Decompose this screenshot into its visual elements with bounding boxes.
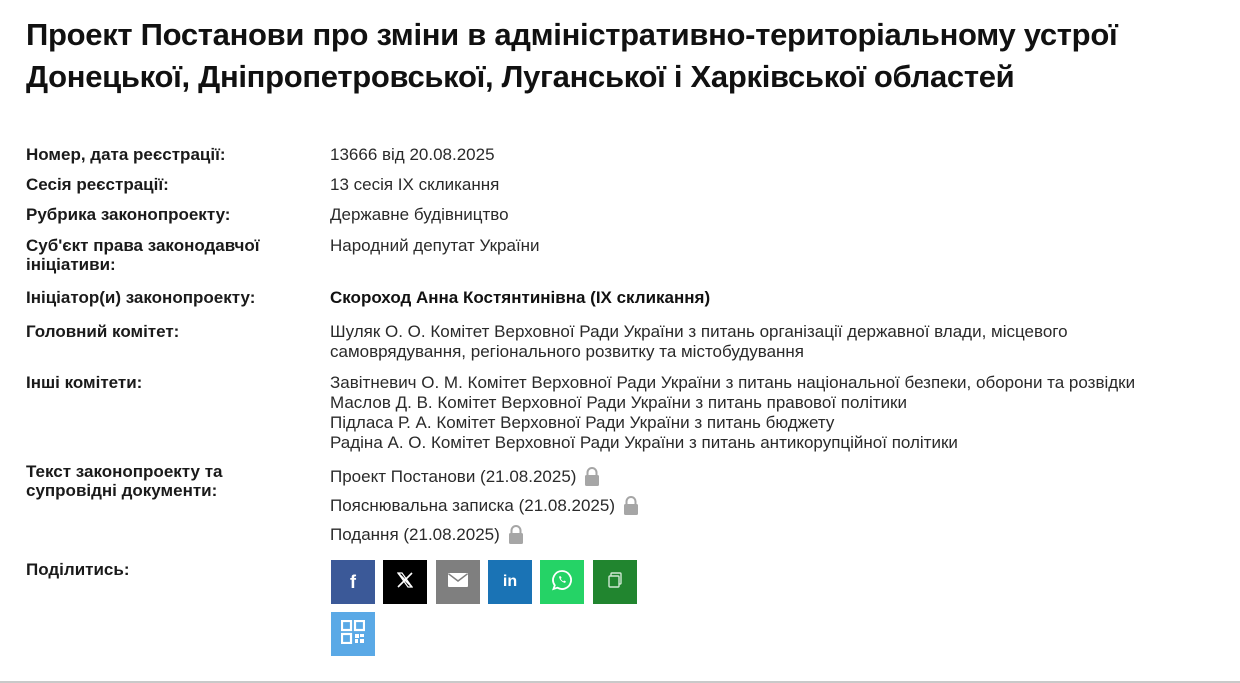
field-label: Рубрика законопроекту: [26, 205, 231, 224]
document-link[interactable]: Проект Постанови (21.08.2025) [330, 467, 577, 486]
document-link[interactable]: Подання (21.08.2025) [330, 525, 500, 544]
share-linkedin-button[interactable] [488, 560, 532, 604]
document-link[interactable]: Пояснювальна записка (21.08.2025) [330, 496, 615, 515]
document-item[interactable] [330, 496, 1210, 516]
document-item[interactable] [330, 467, 1210, 487]
field-label: Інші комітети: [26, 373, 143, 392]
email-icon [448, 573, 468, 592]
lock-icon [507, 525, 525, 545]
field-label: Поділитись: [26, 560, 130, 579]
document-item[interactable] [330, 525, 1210, 545]
field-value: Шуляк О. О. Комітет Верховної Ради України з питань організації державної влади, місцевого самоврядування, регіонального розвитку та містобудування [330, 322, 1068, 361]
linkedin-icon: in [502, 573, 518, 590]
copy-icon [607, 572, 623, 593]
field-label: Головний комітет: [26, 322, 180, 341]
committee-list [330, 373, 1210, 453]
committee-item: Маслов Д. В. Комітет Верховної Ради України з питань правової політики [330, 393, 907, 412]
field-value: 13666 від 20.08.2025 [330, 145, 495, 164]
whatsapp-icon [551, 569, 573, 596]
field-label: Номер, дата реєстрації: [26, 145, 226, 164]
share-whatsapp-button[interactable] [540, 560, 584, 604]
share-facebook-button[interactable] [331, 560, 375, 604]
field-label: Сесія реєстрації: [26, 175, 169, 194]
field-label: Суб'єкт права законодавчої ініціативи: [26, 236, 260, 274]
committee-item: Завітневич О. М. Комітет Верховної Ради України з питань національної безпеки, оборони та розвідки [330, 373, 1136, 392]
qr-code-icon [341, 620, 365, 649]
share-qr-button[interactable] [331, 612, 375, 656]
field-label: Ініціатор(и) законопроекту: [26, 288, 256, 307]
share-copy-button[interactable] [593, 560, 637, 604]
field-value: 13 сесія IX скликання [330, 175, 500, 194]
page-title: Проект Постанови про зміни в адміністративно-територіальному устрої Донецької, Дніпропетровської, Луганської і Харківської областей [26, 17, 1118, 94]
share-email-button[interactable] [436, 560, 480, 604]
lock-icon [622, 496, 640, 516]
share-x-button[interactable] [383, 560, 427, 604]
field-value: Народний депутат України [330, 236, 540, 255]
field-value: Державне будівництво [330, 205, 509, 224]
committee-item: Радіна А. О. Комітет Верховної Ради України з питань антикорупційної політики [330, 433, 958, 452]
x-icon [397, 572, 413, 593]
lock-icon [583, 467, 601, 487]
facebook-icon: f [350, 571, 356, 592]
documents-list [330, 467, 1210, 554]
committee-item: Підласа Р. А. Комітет Верховної Ради України з питань бюджету [330, 413, 835, 432]
field-label: Текст законопроекту та супровідні документи: [26, 462, 223, 500]
initiator-link[interactable]: Скороход Анна Костянтинівна (IX скликання) [330, 288, 711, 307]
